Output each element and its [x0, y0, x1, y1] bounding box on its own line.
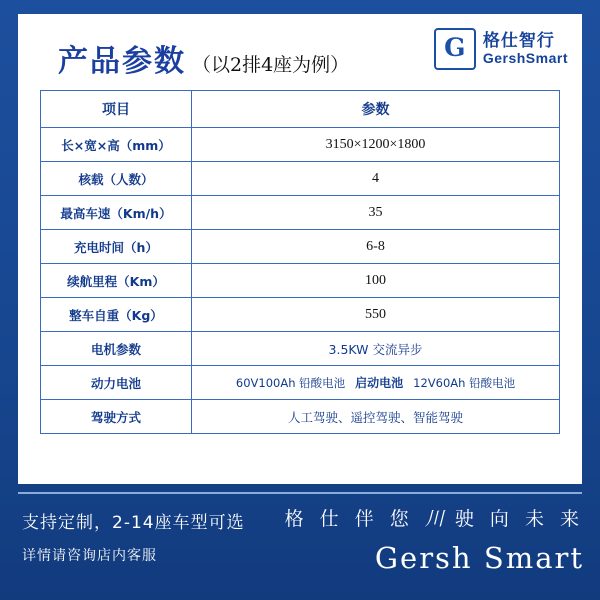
footer-notes	[22, 508, 245, 565]
footer-note-line1: 支持定制，2-14座车型可选	[22, 513, 245, 533]
footer-slogan	[285, 504, 584, 531]
row-value: 100	[192, 264, 560, 298]
table-row	[41, 298, 560, 332]
table-row	[41, 196, 560, 230]
spec-sheet	[18, 14, 582, 484]
row-label: 核载（人数）	[41, 162, 192, 196]
brand-mark-glyph: G	[444, 33, 466, 62]
page-title: 产品参数	[58, 44, 186, 79]
row-label: 长×宽×高（mm）	[41, 128, 192, 162]
row-value: 3.5KW 交流异步	[192, 332, 560, 366]
row-value-battery	[192, 366, 560, 400]
row-label: 整车自重（Kg）	[41, 298, 192, 332]
footer-slogan-mark: 川	[424, 508, 444, 530]
table-row	[41, 230, 560, 264]
table-header-row	[41, 91, 560, 128]
battery-extra-label: 启动电池	[355, 376, 404, 390]
table-row	[41, 162, 560, 196]
brand-logo	[434, 28, 568, 70]
battery-extra-value: 12V60Ah 铅酸电池	[413, 376, 516, 390]
row-label: 充电时间（h）	[41, 230, 192, 264]
battery-line	[192, 374, 559, 391]
row-value: 6-8	[192, 230, 560, 264]
brand-text	[483, 32, 568, 66]
row-value: 35	[192, 196, 560, 230]
row-label: 续航里程（Km）	[41, 264, 192, 298]
footer-brand-name: Gersh Smart	[374, 541, 584, 575]
table-row	[41, 264, 560, 298]
row-value: 3150×1200×1800	[192, 128, 560, 162]
table-row	[41, 400, 560, 434]
table-row	[41, 128, 560, 162]
row-label: 电机参数	[41, 332, 192, 366]
footer-slogan-pre: 格 仕 伴 您	[284, 508, 414, 530]
spec-table	[40, 90, 560, 434]
row-value: 人工驾驶、遥控驾驶、智能驾驶	[192, 400, 560, 434]
brand-mark-icon	[434, 28, 476, 70]
row-value: 550	[192, 298, 560, 332]
column-header-value: 参数	[192, 91, 560, 128]
brand-name-cn: 格仕智行	[482, 30, 555, 51]
column-header-item: 项目	[41, 91, 192, 128]
battery-main-value: 60V100Ah 铅酸电池	[235, 376, 346, 390]
poster-footer	[0, 492, 600, 600]
footer-divider	[18, 492, 582, 494]
table-row	[41, 332, 560, 366]
title-group	[58, 36, 349, 80]
sheet-header	[18, 14, 582, 86]
footer-branding	[285, 504, 584, 575]
row-label: 最高车速（Km/h）	[41, 196, 192, 230]
footer-note-line2: 详情请咨询店内客服	[22, 548, 157, 564]
page-subtitle: （以2排4座为例）	[192, 54, 350, 76]
footer-slogan-post: 驶 向 未 来	[454, 508, 584, 530]
row-label: 驾驶方式	[41, 400, 192, 434]
row-value: 4	[192, 162, 560, 196]
brand-name-en: GershSmart	[482, 49, 568, 66]
row-label: 动力电池	[41, 366, 192, 400]
table-row	[41, 366, 560, 400]
